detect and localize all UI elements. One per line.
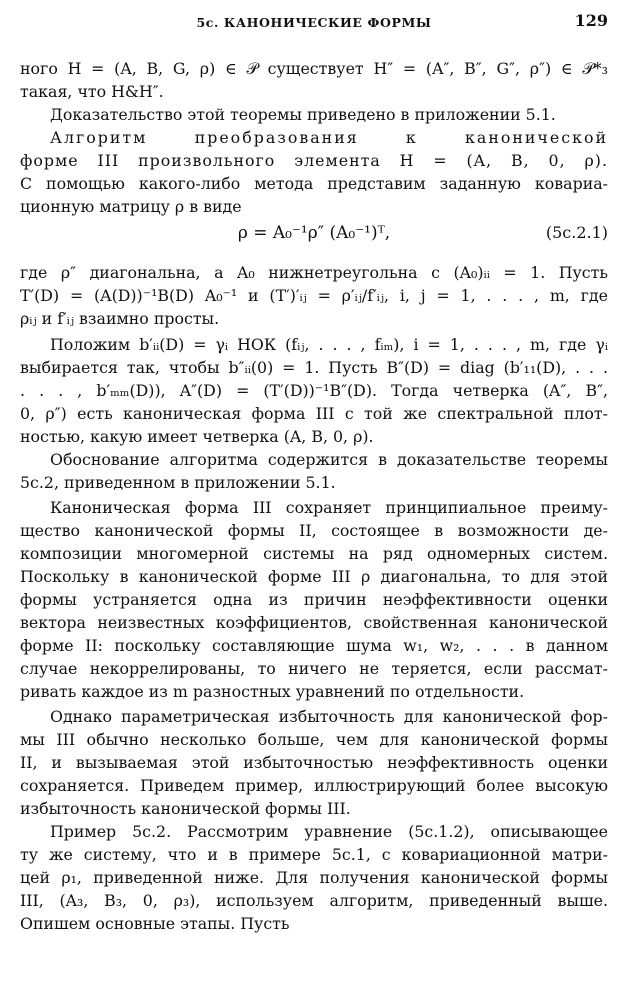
text-line: Однако параметрическая избыточность для канонической фор- <box>50 707 608 726</box>
text-line: Опишем основные этапы. Пусть <box>20 914 290 933</box>
text-line: случае некоррелированы, то ничего не теряется, если рассмат- <box>20 659 608 678</box>
text-line: композиции многомерной системы на ряд одномерных систем. <box>20 544 608 563</box>
text-line: такая, что H&H″. <box>20 82 164 101</box>
text-line: Обоснование алгоритма содержится в доказательстве теоремы <box>50 450 608 469</box>
text-line: формы устраняется одна из причин неэффективности оценки <box>20 590 608 609</box>
equation-number: (5с.2.1) <box>545 223 608 242</box>
text-line: мы III обычно несколько больше, чем для канонической формы <box>20 730 608 749</box>
text-line: форме II: поскольку составляющие шума w₁, w₂, . . . в данном <box>20 636 608 655</box>
text-line: Алгоритм преобразования к канонической <box>50 128 608 147</box>
text-line: ностью, какую имеет четверка (A, B, 0, ρ). <box>20 427 374 446</box>
text-line: вектора неизвестных коэффициентов, свойственная канонической <box>20 613 608 632</box>
text-line: Пример 5с.2. Рассмотрим уравнение (5с.1.2), описывающее <box>50 822 608 841</box>
text-line: III, (A₃, B₃, 0, ρ₃), используем алгоритм, приведенный выше. <box>20 891 608 910</box>
text-line: 5с.2, приведенном в приложении 5.1. <box>20 473 336 492</box>
text-line: щество канонической формы II, состоящее в возможности де- <box>20 521 608 540</box>
equation-5c-2-1 <box>20 216 608 252</box>
text-line: ρᵢⱼ и f′ᵢⱼ взаимно просты. <box>20 309 220 328</box>
text-line: II, и вызываемая этой избыточностью неэффективность оценки <box>20 753 608 772</box>
text-line: форме III произвольного элемента H = (A, B, 0, ρ). <box>20 151 608 170</box>
text-line: ту же систему, что и в примере 5с.1, с ковариационной матри- <box>20 845 608 864</box>
text-line: Положим b′ᵢᵢ(D) = γᵢ НОК (fᵢⱼ, . . . , fᵢₘ), i = 1, . . . , m, где γᵢ <box>50 335 608 354</box>
running-header <box>16 12 612 32</box>
text-line: T′(D) = (A(D))⁻¹B(D) A₀⁻¹ и (T′)′ᵢⱼ = ρ′ᵢⱼ/f′ᵢⱼ, i, j = 1, . . . , m, где <box>20 286 608 305</box>
equation-formula: ρ = A₀⁻¹ρ″ (A₀⁻¹)ᵀ, <box>237 223 391 243</box>
page-number: 129 <box>574 11 608 30</box>
text-line: Поскольку в канонической форме III ρ диагональна, то для этой <box>20 567 608 586</box>
text-line: 0, ρ″) есть каноническая форма III с той же спектральной плот- <box>20 404 608 423</box>
text-line: избыточность канонической формы III. <box>20 799 351 818</box>
text-line: Каноническая форма III сохраняет принципиальное преиму- <box>50 498 608 517</box>
text-line: где ρ″ диагональна, а A₀ нижнетреугольна с (A₀)ᵢᵢ = 1. Пусть <box>20 263 608 282</box>
text-line: цей ρ₁, приведенной ниже. Для получения канонической формы <box>20 868 608 887</box>
text-line: ривать каждое из m разностных уравнений по отдельности. <box>20 682 525 701</box>
text-line: ционную матрицу ρ в виде <box>20 197 242 216</box>
chapter-title: 5с. КАНОНИЧЕСКИЕ ФОРМЫ <box>196 15 432 30</box>
text-line: ного H = (A, B, G, ρ) ∈ 𝒫 существует H″ = (A″, B″, G″, ρ″) ∈ 𝒫*₃ <box>20 59 608 78</box>
text-line: Доказательство этой теоремы приведено в приложении 5.1. <box>50 105 556 124</box>
text-line: С помощью какого-либо метода представим заданную ковариа- <box>20 174 608 193</box>
text-line: . . . , b′ₘₘ(D)), A″(D) = (T′(D))⁻¹B″(D). Тогда четверка (A″, B″, <box>20 381 608 400</box>
text-line: сохраняется. Приведем пример, иллюстрирующий более высокую <box>20 776 608 795</box>
text-line: выбирается так, чтобы b″ᵢᵢ(0) = 1. Пусть B″(D) = diag (b′₁₁(D), . . . <box>20 358 608 377</box>
